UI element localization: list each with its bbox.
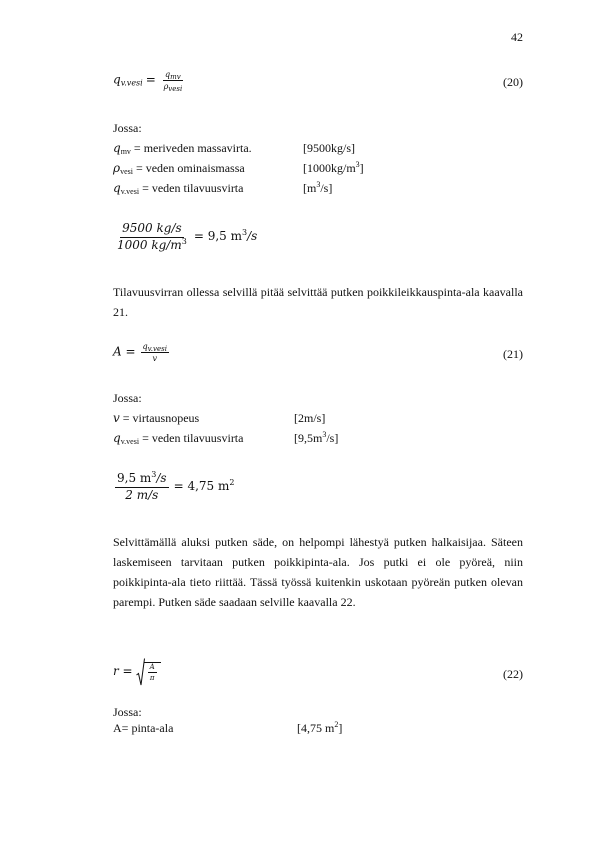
eq21-denominator: v [152,354,158,364]
eq22-square-root [136,658,161,686]
variable-description: = veden ominaismassa [135,161,245,175]
eq22-numerator: A [148,663,157,673]
symbol-sub-vesi: vesi [120,167,133,176]
variable-row-qvvesi-2 [113,431,243,446]
jossa-heading-2: Jossa: [113,391,142,405]
eq20-lhs: q [113,72,121,87]
symbol-sub-vvesi: v.vesi [120,187,140,196]
eq21-lhs: A = [113,344,136,359]
calculation-area: $\frac{9,5 m^3/s}{2 m/s}$ = 4,75 $m^2$ [117,470,235,502]
unit-qvvesi-2: $[9,5m^3/s]$ [294,430,339,445]
symbol-v: v [113,411,120,425]
eq21-numerator: q [142,342,148,351]
variable-row-a [113,721,173,736]
calc2-numerator: 9,5 m [117,471,152,485]
unit-qmv: [9500kg/s] [303,141,355,155]
unit-rho: $[1000kg/m^3]$ [303,160,364,175]
page-number: 42 [511,30,523,44]
equation-number-21: (21) [503,347,523,361]
eq22-denominator: π [149,674,155,682]
unit-a: [4,75 $m^2$] [297,720,343,735]
calc1-result: = 9,5 m [193,229,242,244]
variable-row-qmv [113,141,252,156]
eq20-denominator: ρ [163,82,169,92]
symbol-q: q [113,141,121,155]
variable-description: = veden tilavuusvirta [142,431,244,445]
calc2-denominator: 2 m/s [125,487,159,502]
paragraph-cross-section-intro: Tilavuusvirran ollessa selvillä pitää selvittää putken poikkileikkauspinta-ala kaavalla 21. [113,285,523,319]
calculation-flow-rate: $\frac{9500 kg/s}{1000 kg/m^3}$ = 9,5 $m^3/s$ [117,221,258,252]
symbol-q: q [113,431,121,445]
symbol-sub-vvesi: v.vesi [120,437,140,446]
calc1-fraction: $\frac{9500 kg/s}{1000 kg/m^3}$ [117,221,187,252]
symbol-rho: ρ [113,161,121,175]
unit-v: [2m/s] [294,411,326,425]
calc1-numerator: 9500 kg/s [120,222,184,238]
jossa-heading-1: Jossa: [113,121,142,135]
symbol-a: A [113,721,122,735]
eq22-lhs: r = [113,663,133,678]
calc2-result: = 4,75 m [173,479,230,494]
eq20-numerator-sub: mv [170,73,181,81]
variable-row-rho [113,161,245,176]
eq20-lhs-sub: v.vesi [120,78,143,88]
variable-row-qvvesi [113,181,243,196]
eq20-fraction [162,70,185,94]
equation-number-20: (20) [503,75,523,89]
eq20-numerator: q [165,70,171,79]
variable-description: = pinta-ala [121,721,174,735]
calc1-denominator: 1000 kg/m [117,237,182,252]
variable-description: = veden tilavuusvirta [142,181,244,195]
jossa-heading-3: Jossa: [113,705,142,719]
symbol-sub-mv: mv [120,147,131,156]
equation-20: $q_{v.vesi}$ = $\frac{q_{mv}}{\rho_{vesi}}$ [113,70,183,94]
variable-row-v [113,411,199,426]
symbol-q: q [113,181,121,195]
equation-22 [113,658,161,686]
paragraph-radius-intro: Selvittämällä aluksi putken säde, on helpompi lähestyä putken halkaisijaa. Säteen laskemiseen tarvitaan putken poikkipinta-ala. Jos putki ei ole pyöreä, niin poikkipinta-ala tieto riittää. Tässä työssä kuitenkin uskotaan pyöreän putken olevan parempi. Putken säde saadaan selville kaavalla 22. [113,535,523,609]
eq21-fraction [141,342,169,363]
calc2-fraction: $\frac{9,5 m^3/s}{2 m/s}$ [117,470,167,502]
variable-description: = meriveden massavirta. [133,141,252,155]
equation-21 [113,342,171,363]
eq20-denominator-sub: vesi [168,85,183,94]
unit-qvvesi: $[m^3/s]$ [303,180,333,195]
variable-description: = virtausnopeus [119,411,200,425]
eq21-numerator-sub: v.vesi [147,345,167,353]
equation-number-22: (22) [503,667,523,681]
